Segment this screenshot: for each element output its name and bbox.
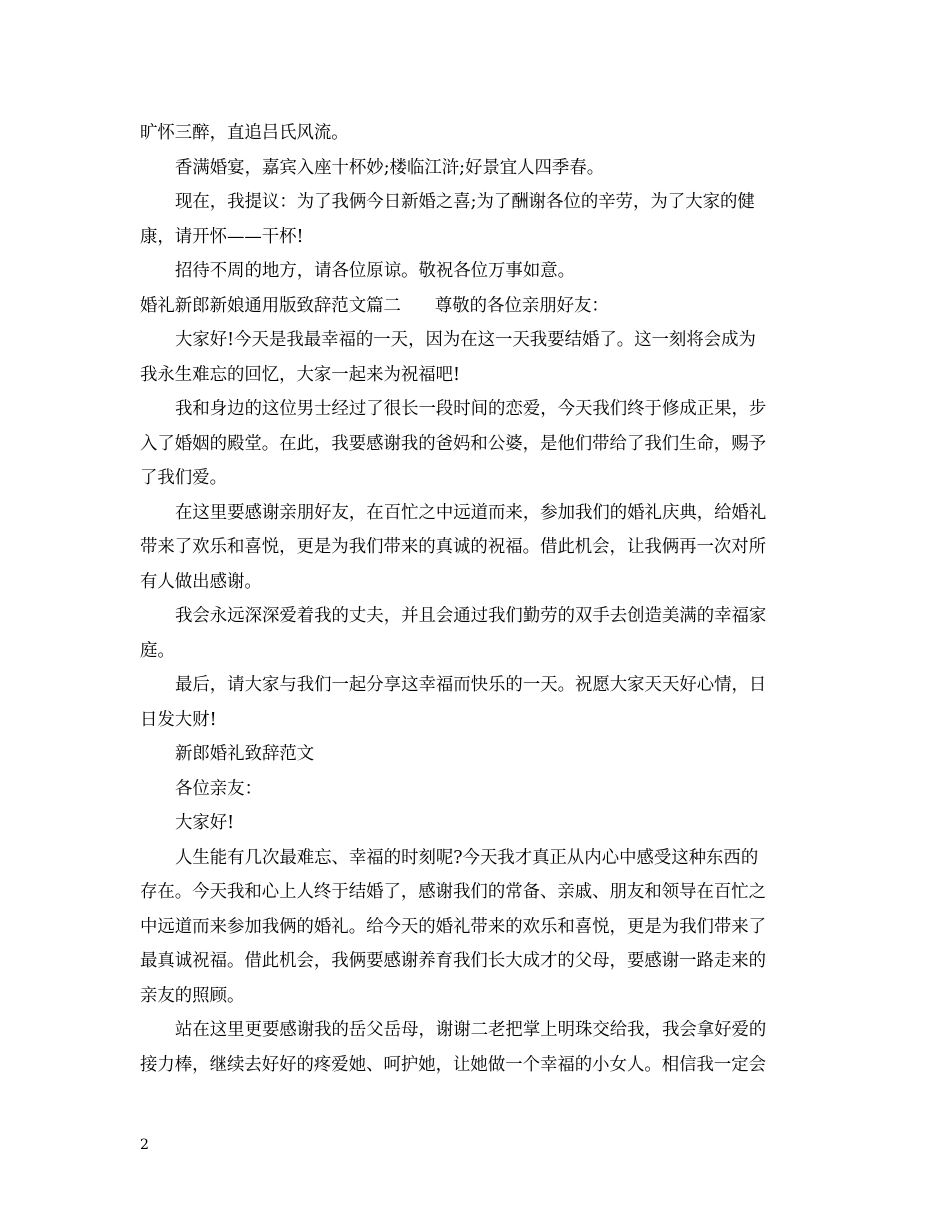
- text-line: 最后，请大家与我们一起分享这幸福而快乐的一天。祝愿大家天天好心情，日: [175, 675, 767, 695]
- text-line: 接力棒，继续去好好的疼爱她、呵护她，让她做一个幸福的小女人。相信我一定会: [140, 1054, 767, 1075]
- page-number: 2: [140, 1137, 149, 1153]
- text-line: 有人做出感谢。: [140, 571, 262, 592]
- salutation: 各位亲友：: [175, 778, 262, 799]
- text-line: 在这里要感谢亲朋好友，在百忙之中远道而来，参加我们的婚礼庆典，给婚礼: [175, 502, 767, 523]
- text-line: 招待不周的地方，请各位原谅。敬祝各位万事如意。: [175, 261, 575, 281]
- text-line: 我永生难忘的回忆，大家一起来为祝福吧!: [140, 364, 461, 385]
- text-line: 最真诚祝福。借此机会，我俩要感谢养育我们长大成才的父母，要感谢一路走来的: [140, 951, 767, 971]
- text-line: 香满婚宴，嘉宾入座十杯妙;楼临江浒;好景宜人四季春。: [175, 157, 605, 178]
- section-heading: 新郎婚礼致辞范文: [175, 744, 315, 764]
- text-line: 亲友的照顾。: [140, 985, 245, 1006]
- text-line: 带来了欢乐和喜悦，更是为我们带来的真诚的祝福。借此机会，让我俩再一次对所: [140, 537, 767, 557]
- section-heading-line: [140, 289, 812, 324]
- section-heading: 婚礼新郎新娘通用版致辞范文篇二: [140, 295, 401, 316]
- document-body: [140, 116, 812, 1082]
- text-line: 中远道而来参加我俩的婚礼。给今天的婚礼带来的欢乐和喜悦，更是为我们带来了: [140, 916, 767, 937]
- text-line: 我和身边的这位男士经过了很长一段时间的恋爱，今天我们终于修成正果，步: [175, 399, 767, 419]
- text-line: 存在。今天我和心上人终于结婚了，感谢我们的常备、亲戚、朋友和领导在百忙之: [140, 882, 767, 902]
- salutation: 尊敬的各位亲朋好友：: [434, 295, 609, 316]
- text-line: 旷怀三醉，直追吕氏风流。: [140, 123, 349, 143]
- text-line: 入了婚姻的殿堂。在此，我要感谢我的爸妈和公婆，是他们带给了我们生命，赐予: [140, 433, 767, 454]
- text-line: 现在，我提议：为了我俩今日新婚之喜;为了酬谢各位的辛劳，为了大家的健: [175, 192, 755, 212]
- text-line: 庭。: [140, 640, 175, 661]
- text-line: 了我们爱。: [140, 468, 227, 488]
- greeting: 大家好!: [175, 813, 235, 833]
- text-line: 我会永远深深爱着我的丈夫，并且会通过我们勤劳的双手去创造美满的幸福家: [175, 606, 767, 626]
- text-line: 康，请开怀——干杯!: [140, 226, 304, 247]
- text-line: 大家好!今天是我最幸福的一天，因为在这一天我要结婚了。这一刻将会成为: [175, 330, 756, 350]
- text-line: 站在这里更要感谢我的岳父岳母，谢谢二老把掌上明珠交给我，我会拿好爱的: [175, 1020, 767, 1040]
- text-line: 人生能有几次最难忘、幸福的时刻呢?今天我才真正从内心中感受这种东西的: [175, 847, 759, 868]
- text-line: 日发大财!: [140, 709, 217, 730]
